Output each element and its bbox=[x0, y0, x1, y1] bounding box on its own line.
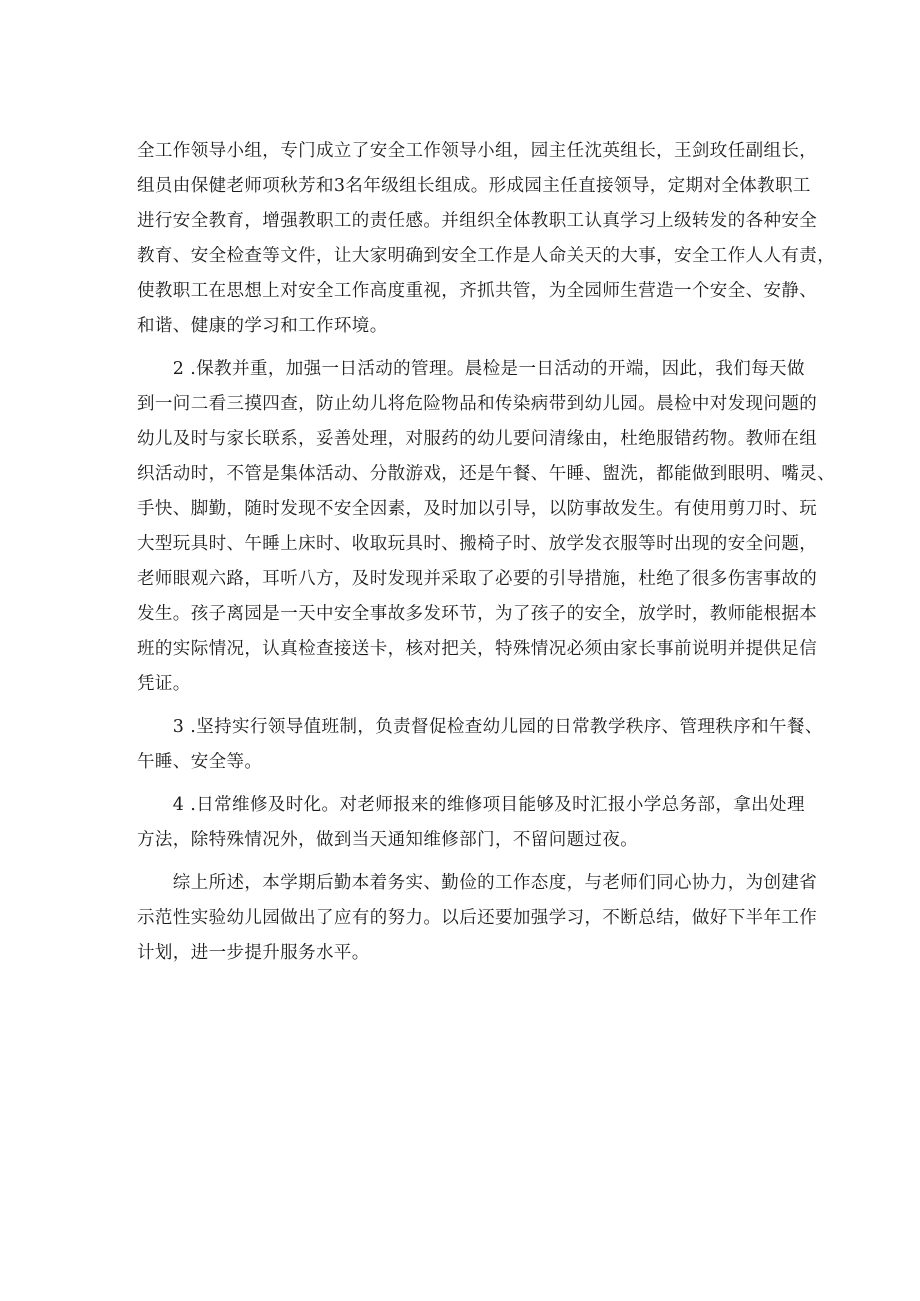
text-line: 方法，除特殊情况外，做到当天通知维修部门，不留问题过夜。 bbox=[137, 830, 639, 850]
text-line: 示范性实验幼儿园做出了应有的努力。以后还要加强学习，不断总结，做好下半年工作 bbox=[137, 908, 818, 928]
text-line: 全工作领导小组，专门成立了安全工作领导小组，园主任沈英组长，王剑玫任副组长， bbox=[137, 141, 818, 161]
paragraph-item-4 bbox=[137, 788, 805, 858]
text-line: 到一问二看三摸四查，防止幼儿将危险物品和传染病带到幼儿园。晨检中对发现问题的 bbox=[137, 394, 818, 414]
text-line: 凭证。 bbox=[137, 674, 191, 694]
text-line: 老师眼观六路，耳听八方，及时发现并采取了必要的引导措施，杜绝了很多伤害事故的 bbox=[137, 569, 818, 589]
text-line: 织活动时，不管是集体活动、分散游戏，还是午餐、午睡、盥洗，都能做到眼明、嘴灵、 bbox=[137, 464, 836, 484]
text-line: 教育、安全检查等文件，让大家明确到安全工作是人命关天的大事，安全工作人人有责， bbox=[137, 246, 836, 266]
text-line: 大型玩具时、午睡上床时、收取玩具时、搬椅子时、放学发衣服等时出现的安全问题， bbox=[137, 534, 818, 554]
text-line: 2 .保教并重，加强一日活动的管理。晨检是一日活动的开端，因此，我们每天做 bbox=[137, 359, 805, 379]
document-body bbox=[137, 134, 836, 971]
text-line: 手快、脚勤，随时发现不安全因素，及时加以引导，以防事故发生。有使用剪刀时、玩 bbox=[137, 499, 818, 519]
paragraph-summary bbox=[137, 866, 818, 971]
text-line: 班的实际情况，认真检查接送卡，核对把关，特殊情况必须由家长事前说明并提供足信 bbox=[137, 639, 818, 659]
text-line: 和谐、健康的学习和工作环境。 bbox=[137, 316, 388, 336]
text-line: 4 .日常维修及时化。对老师报来的维修项目能够及时汇报小学总务部，拿出处理 bbox=[137, 795, 805, 815]
text-line: 组员由保健老师项秋芳和3名年级组长组成。形成园主任直接领导，定期对全体教职工 bbox=[137, 176, 811, 196]
text-line: 幼儿及时与家长联系，妥善处理，对服药的幼儿要问清缘由，杜绝服错药物。教师在组 bbox=[137, 429, 818, 449]
text-line: 进行安全教育，增强教职工的责任感。并组织全体教职工认真学习上级转发的各种安全 bbox=[137, 211, 818, 231]
text-line: 午睡、安全等。 bbox=[137, 752, 263, 772]
paragraph-item-3 bbox=[137, 710, 823, 780]
text-line: 3 .坚持实行领导值班制，负责督促检查幼儿园的日常教学秩序、管理秩序和午餐、 bbox=[137, 717, 823, 737]
text-line: 计划，进一步提升服务水平。 bbox=[137, 943, 370, 963]
text-line: 综上所述，本学期后勤本着务实、勤俭的工作态度，与老师们同心协力，为创建省 bbox=[137, 873, 818, 893]
paragraph-item-2 bbox=[137, 352, 836, 702]
text-line: 使教职工在思想上对安全工作高度重视，齐抓共管，为全园师生营造一个安全、安静、 bbox=[137, 281, 818, 301]
text-line: 发生。孩子离园是一天中安全事故多发环节，为了孩子的安全，放学时，教师能根据本 bbox=[137, 604, 818, 624]
paragraph-safety-leadership bbox=[137, 134, 836, 344]
